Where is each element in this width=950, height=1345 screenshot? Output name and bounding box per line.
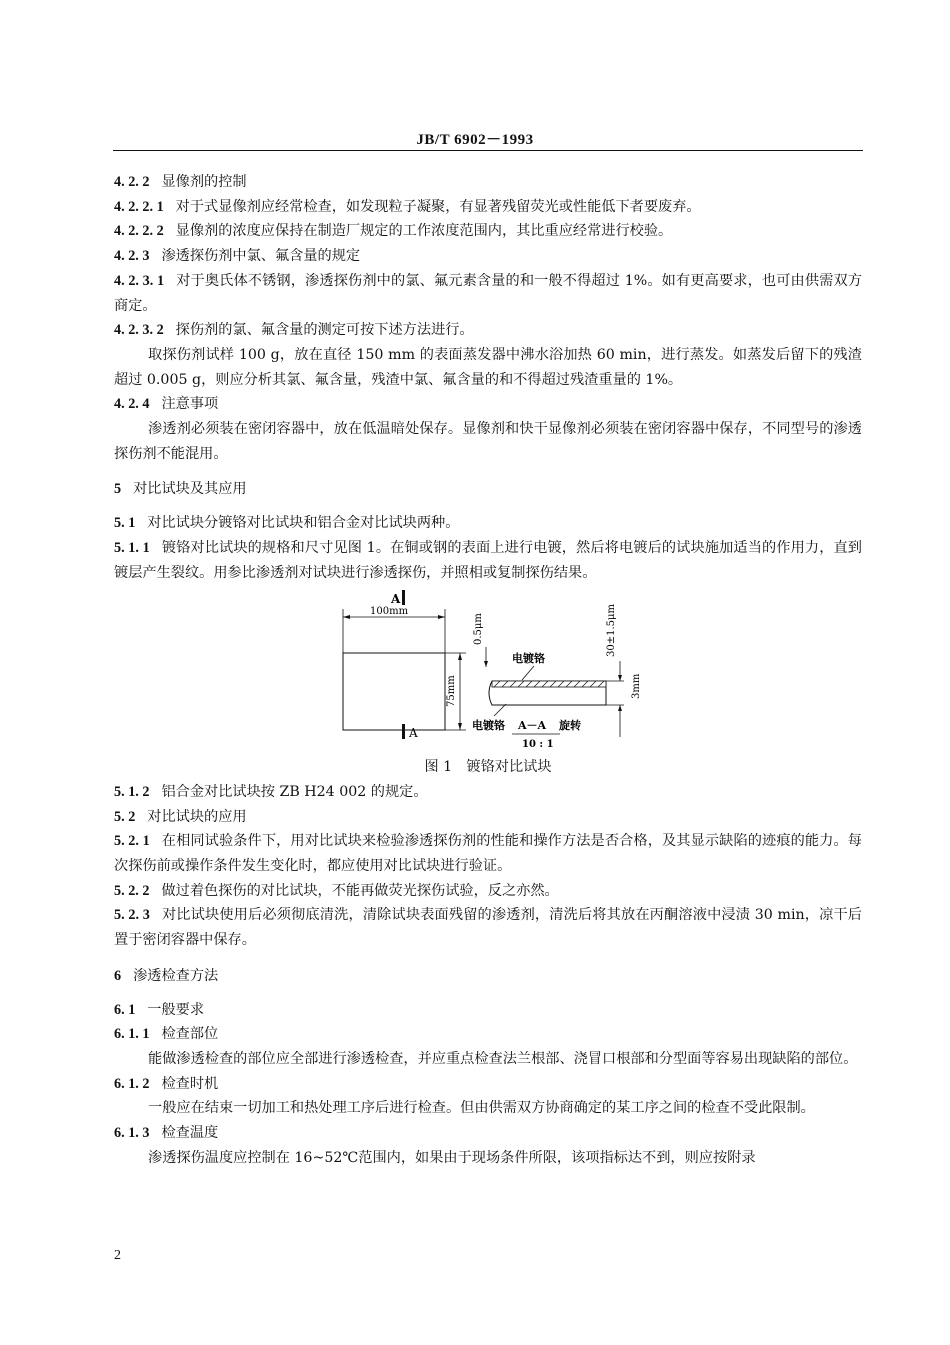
clause-5-2-1: 5. 2. 1 在相同试验条件下，用对比试块来检验渗透探伤剂的性能和操作方法是否合格，及其显示缺陷的迹痕的能力。每次探伤前或操作条件发生变化时，都应使用对比试块进行验证。 bbox=[114, 833, 862, 875]
figure-caption: 图 1 镀铬对比试块 bbox=[424, 759, 552, 776]
plating-thickness-label: 30±1.5μm bbox=[606, 604, 617, 658]
clause-6-1: 6. 1 一般要求 bbox=[114, 1001, 205, 1018]
clause-4-2-2: 4. 2. 2 显像剂的控制 bbox=[114, 174, 247, 190]
body-paragraph: 渗透探伤温度应控制在 16~52℃范围内，如果由于现场条件所限，该项指标达不到，则应按附录 bbox=[148, 1149, 756, 1166]
chrome-plating-layer bbox=[492, 681, 606, 687]
clause-6-1-3: 6. 1. 3 检查温度 bbox=[114, 1125, 219, 1142]
plate-thickness-label: 3mm bbox=[631, 673, 642, 700]
clause-5-1: 5. 1 对比试块分镀铬对比试块和铝合金对比试块两种。 bbox=[114, 515, 460, 532]
page-body bbox=[114, 170, 862, 1171]
height-label: 75mm bbox=[446, 675, 457, 708]
body-paragraph: 渗透剂必须装在密闭容器中，放在低温暗处保存。显像剂和快干显像剂必须装在密闭容器中保存，不同型号的渗透探伤剂不能混用。 bbox=[114, 421, 862, 462]
rotate-label: 旋转 bbox=[559, 719, 581, 733]
bottom-plating-label: 电镀铬 bbox=[472, 719, 505, 733]
body-paragraph: 一般应在结束一切加工和热处理工序后进行检查。但由供需双方协商确定的某工序之间的检查不受此限制。 bbox=[148, 1100, 815, 1117]
clause-4-2-2-1: 4. 2. 2. 1 对于式显像剂应经常检查，如发现粒子凝聚，有显著残留荧光或性能低下者要废弃。 bbox=[114, 198, 701, 215]
section-mark-top-bar bbox=[402, 590, 405, 605]
coating-thickness-label: 0.5μm bbox=[473, 613, 484, 646]
section-mark-top: A bbox=[391, 592, 401, 607]
clause-4-2-2-2: 4. 2. 2. 2 显像剂的浓度应保持在制造厂规定的工作浓度范围内，其比重应经常进行校验。 bbox=[114, 223, 673, 240]
clause-5-2-3: 5. 2. 3 对比试块使用后必须彻底清洗，清除试块表面残留的渗透剂，清洗后将其放在丙酮溶液中浸渍 30 min，凉干后置于密闭容器中保存。 bbox=[114, 907, 862, 949]
clause-5-1-2: 5. 1. 2 铝合金对比试块按 ZB H24 002 的规定。 bbox=[114, 783, 428, 800]
clause-5-1-1: 5. 1. 1 镀铬对比试块的规格和尺寸见图 1。在铜或钢的表面上进行电镀，然后将电镀后的试块施加适当的作用力，直到镀层产生裂纹。用参比渗透剂对试块进行渗透探伤，并照相或复制探伤结果。 bbox=[114, 539, 862, 581]
section-5-heading: 5 对比试块及其应用 bbox=[114, 481, 247, 498]
document-header: JB/T 6902－1993 bbox=[416, 132, 534, 148]
scale-label: 10 : 1 bbox=[522, 739, 554, 751]
test-block-front-view bbox=[343, 653, 445, 730]
section-view-label: A－A bbox=[518, 719, 547, 733]
clause-4-2-3-1: 4. 2. 3. 1 对于奥氏体不锈钢，渗透探伤剂中的氯、氟元素含量的和一般不得超过 1%。如有更高要求，也可由供需双方商定。 bbox=[114, 272, 863, 314]
clause-4-2-3-2: 4. 2. 3. 2 探伤剂的氯、氟含量的测定可按下述方法进行。 bbox=[114, 322, 474, 339]
header-rule bbox=[113, 150, 863, 151]
clause-5-2: 5. 2 对比试块的应用 bbox=[114, 808, 247, 825]
width-label: 100mm bbox=[370, 606, 409, 618]
clause-4-2-3: 4. 2. 3 渗透探伤剂中氯、氟含量的规定 bbox=[114, 248, 361, 265]
plating-label: 电镀铬 bbox=[512, 652, 545, 666]
section-mark-bottom: A bbox=[409, 726, 418, 741]
clause-6-1-1: 6. 1. 1 检查部位 bbox=[114, 1026, 219, 1043]
clause-4-2-4: 4. 2. 4 注意事项 bbox=[114, 396, 219, 413]
figure-chrome-test-block bbox=[114, 587, 862, 755]
section-6-heading: 6 渗透检查方法 bbox=[114, 967, 219, 984]
body-paragraph: 能做渗透检查的部位应全部进行渗透检查，并应重点检查法兰根部、浇冒口根部和分型面等容易出现缺陷的部位。 bbox=[148, 1050, 858, 1067]
figure-drawing bbox=[114, 587, 862, 755]
body-paragraph: 取探伤剂试样 100 g，放在直径 150 mm 的表面蒸发器中沸水浴加热 60 min，进行蒸发。如蒸发后留下的残渣超过 0.005 g，则应分析其氯、氟含量，残渣中氯、氟含量的和不得超过残渣重量的 1%。 bbox=[114, 346, 862, 388]
clause-6-1-2: 6. 1. 2 检查时机 bbox=[114, 1075, 219, 1092]
section-mark-bottom-bar bbox=[402, 724, 405, 739]
page-number: 2 bbox=[114, 1248, 121, 1263]
clause-5-2-2: 5. 2. 2 做过着色探伤的对比试块，不能再做荧光探伤试验，反之亦然。 bbox=[114, 882, 559, 899]
